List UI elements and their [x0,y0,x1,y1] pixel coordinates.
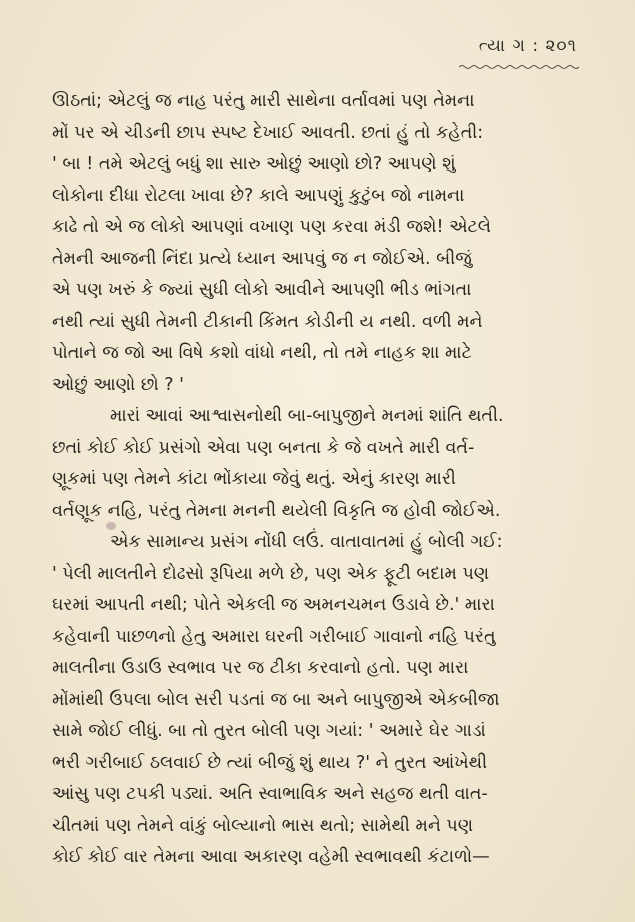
text-line: સામે જોઈ લીધું. બા તો તુરત બોલી પણ ગયાં: ' અમારે ઘેર ગાડાં [52,721,486,741]
text-line: કાઢે તો એ જ લોકો આપણાં વખાણ પણ કરવા મંડી જશે! એટલે [52,217,491,237]
text-line: ઓછું આણો છો ? ' [52,374,184,395]
ink-stain [106,522,116,530]
text-line: લોકોના દીધા રોટલા ખાવા છે? કાલે આપણું કુટુંબ જો નામના [52,185,465,206]
running-header: ત્યા ગ : ૨૦૧ [478,36,577,56]
text-line: તેમની આજની નિંદા પ્રત્યે ધ્યાન આપવું જ ન જોઈએ. બીજું [52,248,472,269]
text-line: ' બા ! તમે એટલું બધું શા સારુ ઓછું આણો છો? આપણે શું [52,154,456,174]
text-line: વર્તણૂક નહિ, પરંતુ તેમના મનની થયેલી વિકૃતિ જ હોવી જોઈએ. [52,500,501,521]
text-line: કહેવાની પાછળનો હેતુ અમારા ઘરની ગરીબાઈ ગાવાનો નહિ પરંતુ [52,626,496,647]
text-line: ઊઠતાં; એટલું જ નાહ પરંતુ મારી સાથેના વર્તાવમાં પણ તેમના [52,91,475,111]
text-line: નથી ત્યાં સુધી તેમની ટીકાની કિંમત કોડીની ય નથી. વળી મને [52,311,483,332]
text-line: પોતાને જ જો આ વિષે કશો વાંધો નથી, તો તમે નાહક શા માટે [52,343,472,363]
text-line: ચીતમાં પણ તેમને વાંકું બોલ્યાનો ભાસ થતો; સામેથી મને પણ [52,815,474,836]
text-line: ' પેલી માલતીને દોઢસો રૂપિયા મળે છે, પણ એક ફૂટી બદામ પણ [52,563,490,584]
text-line: મારાં આવાં આશ્વાસનોથી બા-બાપુજીને મનમાં શાંતિ થતી. [110,406,504,426]
text-line: મોંમાંથી ઉપલા બોલ સરી પડતાં જ બા અને બાપુજીએ એકબીજા [52,689,500,710]
header-wavy-rule [459,64,579,70]
paragraph [52,86,582,401]
text-line: ઘરમાં આપતી નથી; પોતે એકલી જ અમનચમન ઉડાવે છે.' મારા [52,595,495,615]
text-line: મોં પર એ ચીડની છાપ સ્પષ્ટ દેખાઈ આવતી. છતાં હું તો કહેતી: [52,122,484,143]
text-line: એક સામાન્ય પ્રસંગ નોંધી લઉં. વાતાવાતમાં હું બોલી ગઈ: [110,532,503,552]
text-line: કોઈ કોઈ વાર તેમના આવા અકારણ વહેમી સ્વભાવથી કંટાળો— [52,847,490,867]
paragraph [52,527,582,874]
paragraph [52,401,582,527]
text-line: છતાં કોઈ કોઈ પ્રસંગો એવા પણ બનતા કે જે વખતે મારી વર્ત- [52,437,475,458]
text-line: ભરી ગરીબાઈ ઠલવાઈ છે ત્યાં બીજું શું થાય ?' ને તુરત આંખેથી [52,752,488,773]
text-line: એ પણ ખરું કે જ્યાં સુધી લોકો આવીને આપણી ભીડ ભાંગતા [52,280,472,300]
text-line: માલતીના ઉડાઉ સ્વભાવ પર જ ટીકા કરવાનો હતો. પણ મારા [52,658,469,678]
text-line: ણૂકમાં પણ તેમને કાંટા ભોંકાયા જેવું થતું. એનું કારણ મારી [52,469,456,489]
body-text [52,86,582,874]
text-line: આંસુ પણ ટપકી પડ્યાં. અતિ સ્વાભાવિક અને સહજ થતી વાત- [52,784,488,804]
